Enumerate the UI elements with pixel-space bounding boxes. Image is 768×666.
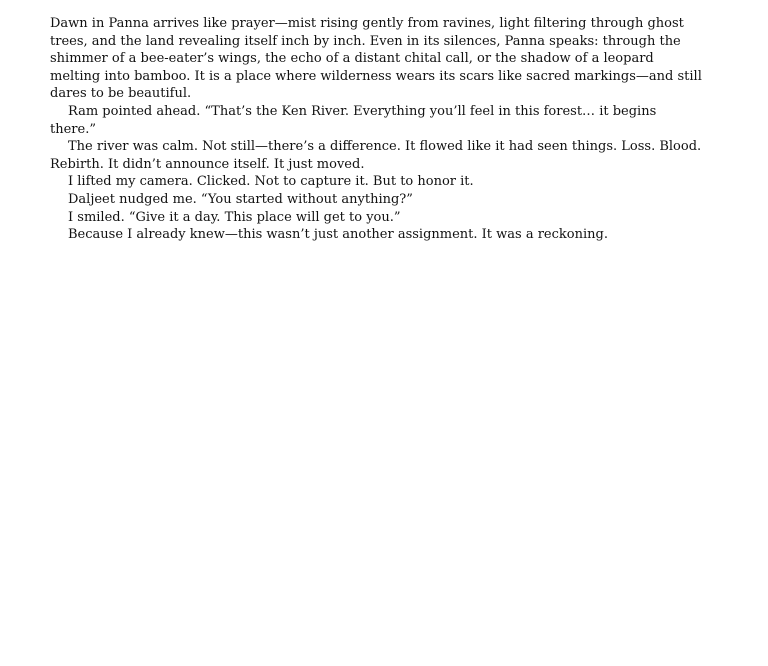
intro-paragraph: Dawn in Panna arrives like prayer—mist rising gently from ravines, light filtering through ghost trees, and the land revealing itself inch by inch. Even in its silences, Panna speaks: through the shimmer of a bee-eater’s wings, the echo of a distant chital call, or the shadow of a leopard melting into bamboo. It is a place where wilderness wears its scars like sacred markings—and still dares to be beautiful. bbox=[50, 16, 702, 102]
article-body bbox=[50, 15, 702, 244]
paragraph-river-calm: The river was calm. Not still—there’s a difference. It flowed like it had seen things. Loss. Blood. Rebirth. It didn’t announce itself. It just moved. bbox=[50, 139, 702, 172]
paragraph-reckoning: Because I already knew—this wasn’t just another assignment. It was a reckoning. bbox=[68, 227, 608, 243]
paragraph-daljeet-nudged: Daljeet nudged me. “You started without anything?” bbox=[68, 191, 413, 207]
paragraph-ram-ken-river: Ram pointed ahead. “That’s the Ken River. Everything you’ll feel in this forest… it begins there.” bbox=[50, 103, 657, 137]
paragraph-lifted-camera: I lifted my camera. Clicked. Not to capture it. But to honor it. bbox=[68, 174, 474, 190]
paragraph-smiled: I smiled. “Give it a day. This place will get to you.” bbox=[68, 209, 401, 225]
